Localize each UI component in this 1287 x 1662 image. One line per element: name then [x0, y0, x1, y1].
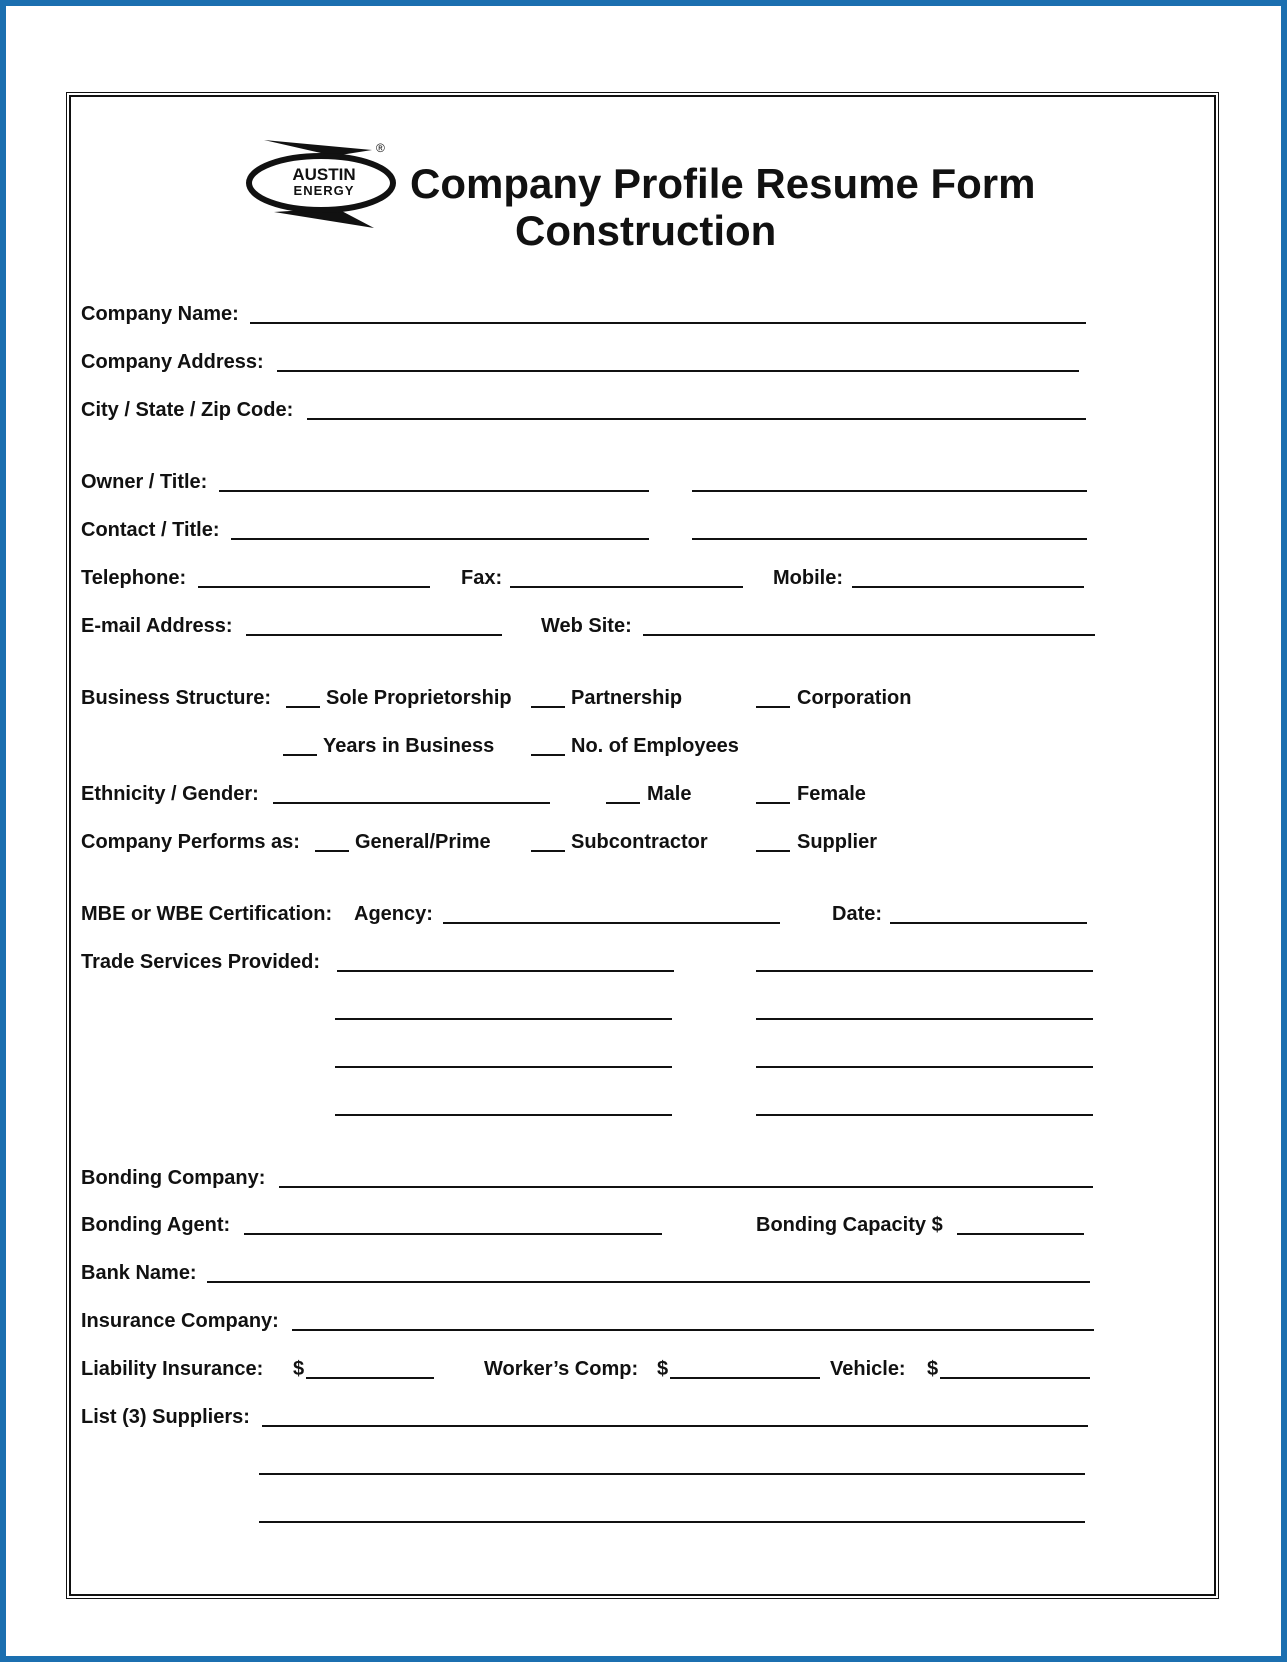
list-suppliers-label: List (3) Suppliers:	[81, 1406, 250, 1428]
form-subtitle: Construction	[515, 207, 777, 254]
partnership-blank[interactable]	[531, 706, 565, 708]
bank-name-field[interactable]	[207, 1281, 1090, 1283]
company-name-label: Company Name:	[81, 303, 239, 325]
corporation-label: Corporation	[797, 687, 912, 709]
supplier-blank[interactable]	[756, 850, 790, 852]
vehicle-label: Vehicle:	[830, 1358, 906, 1380]
bank-name-label: Bank Name:	[81, 1262, 197, 1284]
company-name-field[interactable]	[250, 322, 1086, 324]
city-state-zip-field[interactable]	[307, 418, 1086, 420]
supplier-label: Supplier	[797, 831, 878, 853]
female-blank[interactable]	[756, 802, 790, 804]
mbe-cert-label: MBE or WBE Certification:	[81, 903, 333, 925]
date-field[interactable]	[890, 922, 1087, 924]
ethnicity-gender-label: Ethnicity / Gender:	[81, 783, 259, 805]
owner-field[interactable]	[219, 490, 649, 492]
workers-comp-label: Worker’s Comp:	[484, 1358, 639, 1380]
bonding-agent-label: Bonding Agent:	[81, 1214, 231, 1236]
trade-services-label: Trade Services Provided:	[81, 951, 321, 973]
contact-title-label: Contact / Title:	[81, 519, 220, 541]
email-label: E-mail Address:	[81, 615, 233, 637]
workers-comp-field[interactable]	[670, 1377, 820, 1379]
employees-label: No. of Employees	[571, 735, 739, 757]
bonding-capacity-label: Bonding Capacity $	[756, 1214, 943, 1236]
trade-service-line[interactable]	[756, 1114, 1093, 1116]
vehicle-dollar: $	[927, 1358, 939, 1380]
trade-service-line[interactable]	[756, 970, 1093, 972]
ethnicity-field[interactable]	[273, 802, 550, 804]
date-label: Date:	[832, 903, 883, 925]
city-state-zip-label: City / State / Zip Code:	[81, 399, 294, 421]
subcontractor-label: Subcontractor	[571, 831, 708, 853]
supplier-line[interactable]	[259, 1473, 1085, 1475]
website-label: Web Site:	[541, 615, 632, 637]
mobile-label: Mobile:	[773, 567, 843, 589]
performs-as-label: Company Performs as:	[81, 831, 300, 853]
years-label: Years in Business	[323, 735, 495, 757]
contact-field[interactable]	[231, 538, 649, 540]
corporation-blank[interactable]	[756, 706, 790, 708]
website-field[interactable]	[643, 634, 1095, 636]
general-prime-blank[interactable]	[315, 850, 349, 852]
insurance-company-label: Insurance Company:	[81, 1310, 279, 1332]
subcontractor-blank[interactable]	[531, 850, 565, 852]
partnership-label: Partnership	[571, 687, 683, 709]
telephone-label: Telephone:	[81, 567, 187, 589]
bonding-company-label: Bonding Company:	[81, 1167, 266, 1189]
female-label: Female	[797, 783, 866, 805]
vehicle-field[interactable]	[940, 1377, 1090, 1379]
sole-prop-blank[interactable]	[286, 706, 320, 708]
male-label: Male	[647, 783, 692, 805]
workers-comp-dollar: $	[657, 1358, 669, 1380]
trade-service-line[interactable]	[756, 1018, 1093, 1020]
insurance-company-field[interactable]	[292, 1329, 1094, 1331]
general-prime-label: General/Prime	[355, 831, 491, 853]
supplier-line[interactable]	[262, 1425, 1088, 1427]
registered-mark: ®	[376, 141, 385, 155]
email-field[interactable]	[246, 634, 502, 636]
owner-title-field[interactable]	[692, 490, 1087, 492]
bonding-capacity-field[interactable]	[957, 1233, 1084, 1235]
liability-dollar: $	[293, 1358, 305, 1380]
trade-service-line[interactable]	[335, 1114, 672, 1116]
male-blank[interactable]	[606, 802, 640, 804]
agency-label: Agency:	[354, 903, 433, 925]
fax-label: Fax:	[461, 567, 503, 589]
bonding-company-field[interactable]	[279, 1186, 1093, 1188]
sole-prop-label: Sole Proprietorship	[326, 687, 512, 709]
owner-title-label: Owner / Title:	[81, 471, 208, 493]
telephone-field[interactable]	[198, 586, 430, 588]
mobile-field[interactable]	[852, 586, 1084, 588]
contact-title-field[interactable]	[692, 538, 1087, 540]
logo-text-bottom: ENERGY	[293, 183, 355, 198]
supplier-line[interactable]	[259, 1521, 1085, 1523]
austin-energy-logo	[244, 138, 398, 230]
bonding-agent-field[interactable]	[244, 1233, 662, 1235]
form-title: Company Profile Resume Form	[410, 160, 1036, 207]
fax-field[interactable]	[510, 586, 743, 588]
company-address-field[interactable]	[277, 370, 1079, 372]
employees-blank[interactable]	[531, 754, 565, 756]
liability-insurance-label: Liability Insurance:	[81, 1358, 264, 1380]
liability-insurance-field[interactable]	[306, 1377, 434, 1379]
trade-service-line[interactable]	[756, 1066, 1093, 1068]
years-blank[interactable]	[283, 754, 317, 756]
agency-field[interactable]	[443, 922, 780, 924]
business-structure-label: Business Structure:	[81, 687, 272, 709]
logo-text-top: AUSTIN	[292, 165, 356, 184]
trade-service-line[interactable]	[335, 1066, 672, 1068]
trade-service-line[interactable]	[337, 970, 674, 972]
trade-service-line[interactable]	[335, 1018, 672, 1020]
company-address-label: Company Address:	[81, 351, 264, 373]
